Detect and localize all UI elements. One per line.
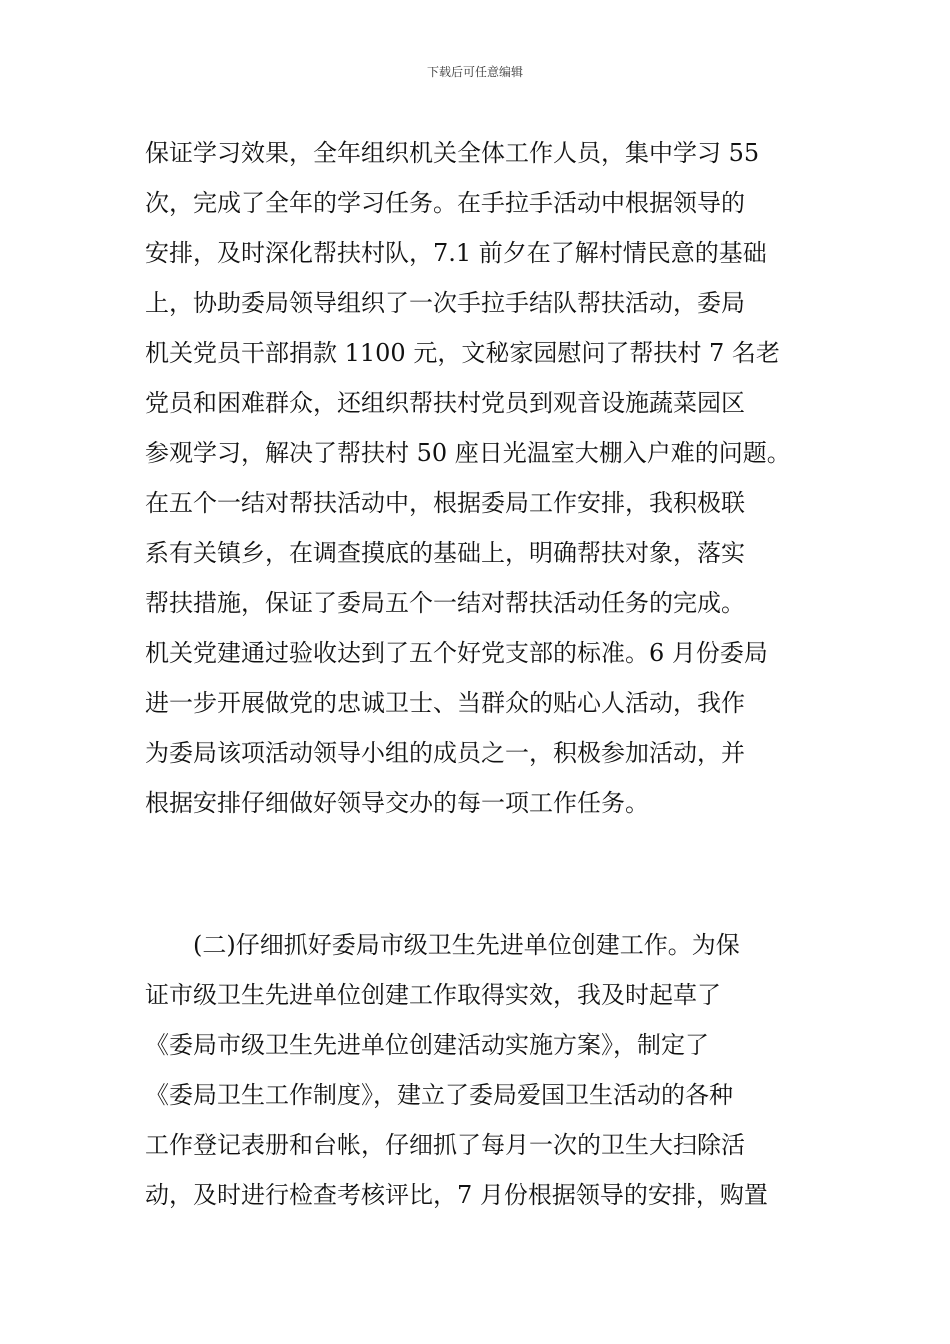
paragraph-line: 机关党建通过验收达到了五个好党支部的标准。6 月份委局 bbox=[145, 639, 768, 667]
paragraph-line: 党员和困难群众，还组织帮扶村党员到观音设施蔬菜园区 bbox=[145, 389, 745, 417]
paragraph-line: 《委局卫生工作制度》，建立了委局爱国卫生活动的各种 bbox=[145, 1081, 733, 1109]
paragraph-line: 安排，及时深化帮扶村队，7.1 前夕在了解村情民意的基础 bbox=[145, 239, 767, 267]
paragraph-line: 次，完成了全年的学习任务。在手拉手活动中根据领导的 bbox=[145, 189, 745, 217]
paragraph-line: 工作登记表册和台帐，仔细抓了每月一次的卫生大扫除活 bbox=[145, 1131, 745, 1159]
paragraph-line: 机关党员干部捐款 1100 元，文秘家园慰问了帮扶村 7 名老 bbox=[145, 339, 780, 367]
paragraph-line: 动，及时进行检查考核评比，7 月份根据领导的安排，购置 bbox=[145, 1181, 768, 1209]
paragraph-line: 帮扶措施，保证了委局五个一结对帮扶活动任务的完成。 bbox=[145, 589, 745, 617]
paragraph-line: (二)仔细抓好委局市级卫生先进单位创建工作。为保 bbox=[145, 931, 740, 959]
paragraph-line: 保证学习效果，全年组织机关全体工作人员，集中学习 55 bbox=[145, 139, 760, 167]
paragraph-line: 参观学习，解决了帮扶村 50 座日光温室大棚入户难的问题。 bbox=[145, 439, 791, 467]
paragraph-line: 系有关镇乡，在调查摸底的基础上，明确帮扶对象，落实 bbox=[145, 539, 745, 567]
page-header: 下载后可任意编辑 bbox=[426, 65, 523, 79]
paragraph-line: 为委局该项活动领导小组的成员之一，积极参加活动，并 bbox=[145, 739, 745, 767]
paragraph-line: 根据安排仔细做好领导交办的每一项工作任务。 bbox=[145, 789, 649, 817]
paragraph-line: 上，协助委局领导组织了一次手拉手结队帮扶活动，委局 bbox=[145, 289, 745, 317]
paragraph-line: 《委局市级卫生先进单位创建活动实施方案》，制定了 bbox=[145, 1031, 709, 1059]
paragraph-line: 进一步开展做党的忠诚卫士、当群众的贴心人活动，我作 bbox=[145, 689, 745, 717]
paragraph-line: 在五个一结对帮扶活动中，根据委局工作安排，我积极联 bbox=[145, 489, 745, 517]
paragraph-line: 证市级卫生先进单位创建工作取得实效，我及时起草了 bbox=[145, 981, 721, 1009]
